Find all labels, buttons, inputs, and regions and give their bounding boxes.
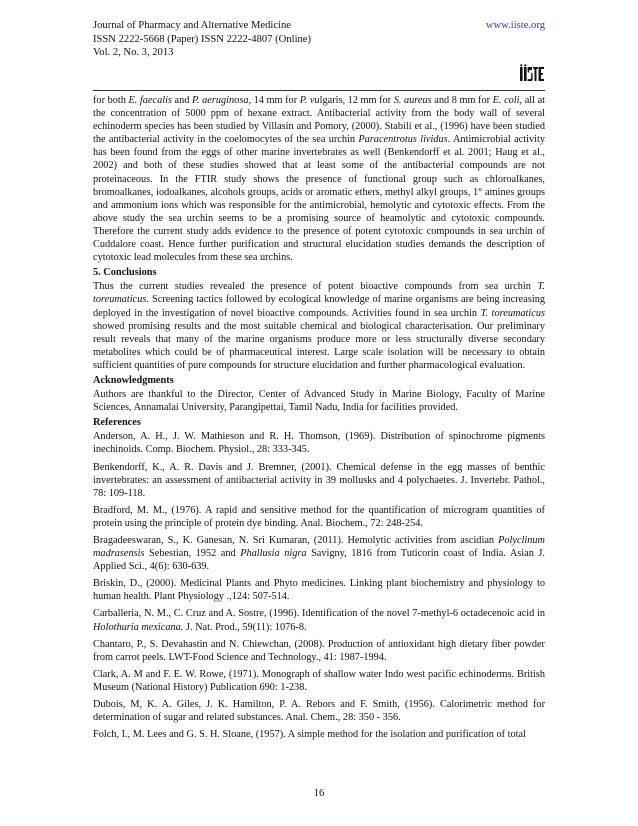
reference-item: Folch, I., M. Lees and G. S. H. Sloane, (1957). A simple method for the isolation and purification of total [93,729,526,741]
references-heading: References [93,417,141,429]
header-rule [93,90,545,91]
reference-item: Dubois, M, K. A. Giles, J. K. Hamilton, P. A. Rebors and F. Smith, (1956). Calorimetric method for determination of sugar and related substances. Anal. Chem., 28: 350 - 356. [93,699,545,724]
page-header [93,19,545,60]
reference-item: Clark, A. M and F. E. W. Rowe, (1971). Monograph of shallow water Indo west pacific echinoderms. British Museum (National History) Publication 690: 1-238. [93,668,545,693]
discussion-paragraph: for both E. faecalis and P. aeruginosa, 14 mm for P. vulgaris, 12 mm for S. aureus and 8 mm for E. coli, all at the concentration of 5000 ppm of hexane extract. Antibacterial activity from the body wall of several echinoderm species has been studied by Villasin and Pomory, (2000). Stabili et al., (1996) have been studied the antibacterial activity in the coelomocytes of the sea urchin Paracentrotus lividus. Antimicrobial activity has been found from the eggs of other marine invertebrates as well (Benkendorff et al. 2001; Haug et al., 2002) and both of these studies showed that at least some of the antibacterial compounds are not proteinaceous. In the FTIR study shows the presence of functional group such as chloroalkanes, bromoalkanes, iodoalkanes, alcohols groups, acids or aromatic ethers, methyl alkyl groups, 1° amines groups and ammonium ions which was responsible for the antimicrobial, hemolytic and cytotoxic effects. From the above study the sea urchin seems to be a promising source of heamolytic and cytotoxic compounds. Therefore the current study adds evidence to the presence of potent cytotoxic compounds in sea urchin of Cuddalore coast. Hence further purification and structural elucidation studies demands the description of cytotoxic lead molecules from these sea urchins. [93,95,545,264]
reference-item: Anderson, A. H., J. W. Mathieson and R. H. Thomson, (1969). Distribution of spinochrome pigments inechinoids. Comp. Biochem. Physiol., 28: 333-345. [93,431,545,456]
reference-item: Briskin, D., (2000). Medicinal Plants and Phyto medicines. Linking plant biochemistry and physiology to human health. Plant Physiology .,124: 507-514. [93,578,545,603]
iiste-logo-icon [519,64,545,82]
issn-line: ISSN 2222-5668 (Paper) ISSN 2222-4807 (Online) [93,33,312,45]
acknowledgments-heading: Acknowledgments [93,374,174,386]
reference-item: Bradford, M. M., (1976). A rapid and sensitive method for the quantification of microgram quantities of protein using the principle of protein dye binding. Anal. Biochem., 72: 248-254. [93,504,545,529]
reference-item: Benkendorff, K., A. R. Davis and J. Bremner, (2001). Chemical defense in the egg masses of benthic invertebrates: an assessment of antibacterial activity in 39 mollusks and 4 polychaetes. J. Invertebr. Pathol., 78: 109-118. [93,461,545,499]
journal-title: Journal of Pharmacy and Alternative Medicine [93,20,291,31]
reference-item: Chantaro, P., S. Devahastin and N. Chiewchan, (2008). Production of antioxidant high dietary fiber powder from carrot peels. LWT-Food Science and Technology., 41: 1987-1994. [93,638,545,663]
journal-url-link[interactable]: www.iiste.org [485,20,545,31]
volume-line: Vol. 2, No. 3, 2013 [93,47,174,59]
conclusions-heading: 5. Conclusions [93,267,157,279]
reference-item: Bragadeeswaran, S., K. Ganesan, N. Sri Kumaran, (2011). Hemolytic activities from ascidian Polyclinum madrasensis Sebestian, 1952 and Phallusia nigra Savigny, 1816 from Tuticorin coast of India. Asian J. Applied Sci., 4(6): 630-639. [93,535,545,573]
reference-item: Carballeria, N. M., C. Cruz and A. Sostre, (1996). Identification of the novel 7-methyl-6 octadecenoic acid in Holothuria mexicana. J. Nat. Prod., 59(11): 1076-8. [93,608,545,633]
conclusions-paragraph: Thus the current studies revealed the presence of potent bioactive compounds from sea urchin T. toreumaticus. Screening tactics followed by ecological knowledge of marine organisms are being increasing deployed in the investigation of novel bioactive compounds. Activities found in sea urchin T. toreumaticus showed promising results and the most suitable chemical and biological characterisation. Our preliminary result reveals that many of the marine organisms produce more or less structurally diverse secondary metabolites which could be of pharmaceutical interest. Large scale isolation will be necessary to obtain sufficient quantities of pure compounds for structure elucidation and further pharmacological evaluation. [93,281,546,371]
page-number: 16 [313,788,325,799]
article-body [93,94,545,745]
acknowledgments-paragraph: Authors are thankful to the Director, Center of Advanced Study in Marine Biology, Faculty of Marine Sciences, Annamalai University, Parangipettai, Tamil Nadu, India for facilities provided. [93,389,545,414]
